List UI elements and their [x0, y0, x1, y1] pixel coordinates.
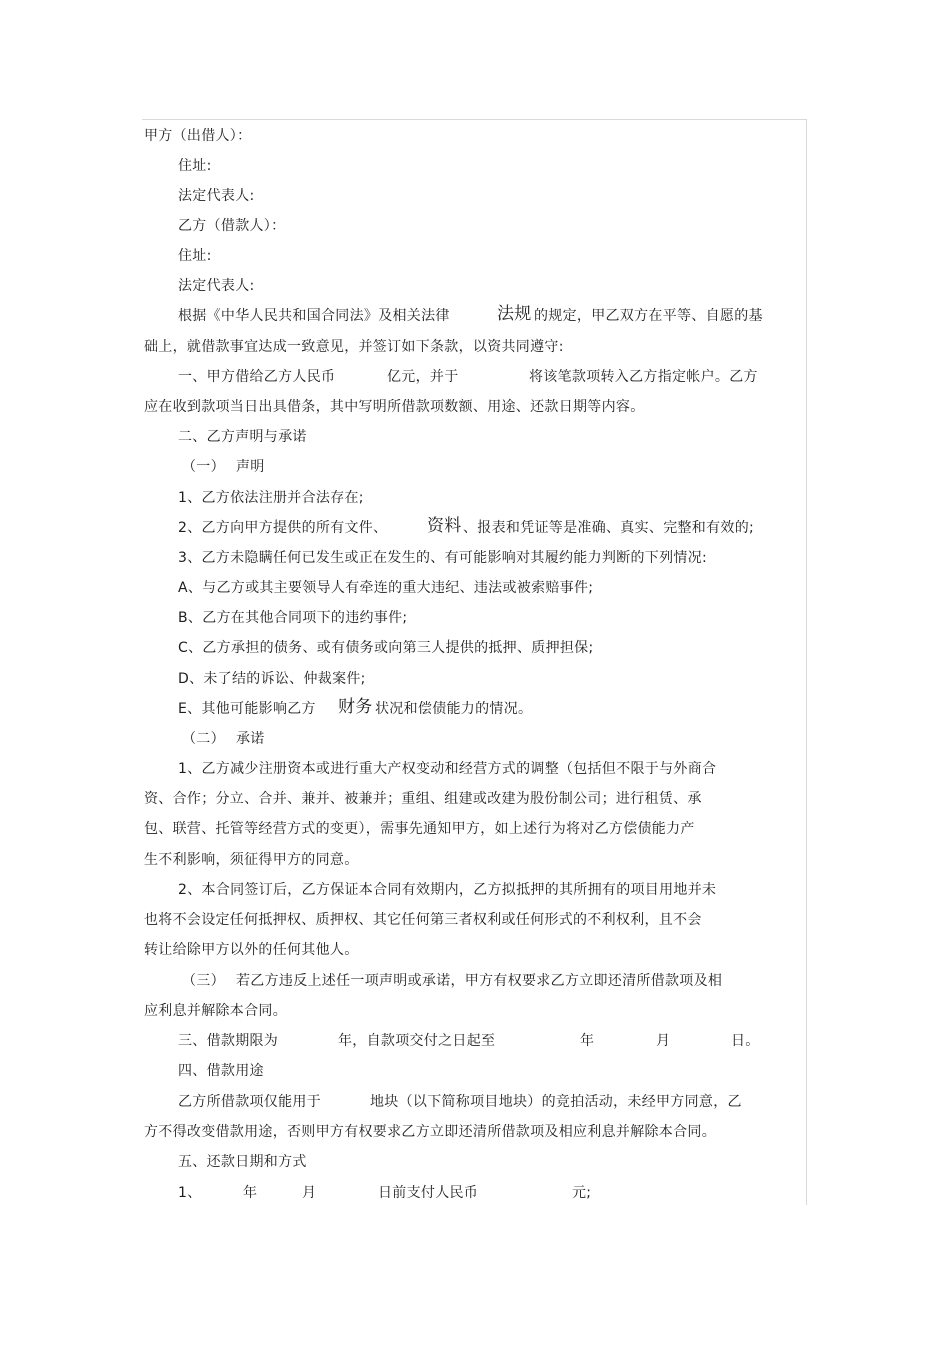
preamble-part-3: 的规定，甲乙双方在平等、自愿的基	[534, 308, 763, 324]
promise-title: 承诺	[236, 731, 265, 747]
article-1-line-2: 应在收到款项当日出具借条，其中写明所借款项数额、用途、还款日期等内容。	[144, 399, 645, 415]
declaration-item-e-part-3: 状况和偿债能力的情况。	[375, 701, 533, 717]
preamble-part-2: 法规	[497, 304, 532, 324]
declaration-item-c: C、乙方承担的债务、或有债务或向第三人提供的抵押、质押担保;	[178, 640, 594, 656]
article-3-part-2: 年，自款项交付之日起至	[338, 1033, 496, 1049]
article-4-line-1-part-2: 地块（以下简称项目地块）的竞拍活动，未经甲方同意，乙	[370, 1094, 742, 1110]
declaration-item-2-part-3: 、报表和凭证等是准确、真实、完整和有效的;	[463, 520, 755, 536]
article-2-title: 二、乙方声明与承诺	[178, 429, 307, 445]
party-a-address: 住址:	[178, 158, 212, 174]
party-b-label: 乙方（借款人）：	[178, 218, 286, 234]
party-b-address: 住址:	[178, 248, 212, 264]
article-5-item-1-amount: 元;	[572, 1185, 592, 1201]
article-3-part-1: 三、借款期限为	[178, 1033, 279, 1049]
party-a-label: 甲方（出借人）：	[144, 128, 252, 144]
article-4-line-1-part-1: 乙方所借款项仅能用于	[178, 1094, 321, 1110]
promise-1-line-1: 1、乙方减少注册资本或进行重大产权变动和经营方式的调整（包括但不限于与外商合	[178, 761, 717, 777]
article-5-item-1-year: 年	[243, 1185, 258, 1201]
article-3-day: 日。	[731, 1033, 760, 1049]
article-5-item-1-day: 日前支付人民币	[378, 1185, 479, 1201]
article-4-title: 四、借款用途	[178, 1063, 264, 1079]
breach-line-2: 应利息并解除本合同。	[144, 1003, 287, 1019]
preamble-line-2: 础上，就借款事宜达成一致意见，并签订如下条款，以资共同遵守:	[144, 339, 564, 355]
party-a-representative: 法定代表人:	[178, 188, 255, 204]
declaration-number: （一）	[182, 459, 225, 475]
preamble-part-1: 根据《中华人民共和国合同法》及相关法律	[178, 308, 450, 324]
article-1-part-1: 一、甲方借给乙方人民币	[178, 369, 336, 385]
breach-number: （三）	[182, 973, 225, 989]
declaration-item-2-part-2: 资料	[427, 516, 462, 536]
promise-2-line-3: 转让给除甲方以外的任何其他人。	[144, 942, 359, 958]
promise-1-line-2: 资、合作；分立、合并、兼并、被兼并；重组、组建或改建为股份制公司；进行租赁、承	[144, 791, 702, 807]
article-1-part-2: 亿元，并于	[387, 369, 459, 385]
declaration-item-e-part-1: E、其他可能影响乙方	[178, 701, 316, 717]
declaration-item-b: B、乙方在其他合同项下的违约事件;	[178, 610, 408, 626]
article-3-year: 年	[580, 1033, 595, 1049]
article-5-item-1-number: 1、	[178, 1185, 202, 1201]
declaration-item-1: 1、乙方依法注册并合法存在;	[178, 490, 364, 506]
declaration-item-e-part-2: 财务	[338, 697, 373, 717]
article-5-title: 五、还款日期和方式	[178, 1154, 307, 1170]
article-5-item-1-month: 月	[302, 1185, 317, 1201]
promise-1-line-4: 生不利影响，须征得甲方的同意。	[144, 852, 359, 868]
declaration-item-a: A、与乙方或其主要领导人有牵连的重大违纪、违法或被索赔事件;	[178, 580, 594, 596]
promise-number: （二）	[182, 731, 225, 747]
declaration-item-3: 3、乙方未隐瞒任何已发生或正在发生的、有可能影响对其履约能力判断的下列情况:	[178, 550, 708, 566]
article-1-part-3: 将该笔款项转入乙方指定帐户。乙方	[529, 369, 758, 385]
article-4-line-2: 方不得改变借款用途，否则甲方有权要求乙方立即还清所借款项及相应利息并解除本合同。	[144, 1124, 716, 1140]
declaration-title: 声明	[236, 459, 265, 475]
party-b-representative: 法定代表人:	[178, 278, 255, 294]
declaration-item-d: D、未了结的诉讼、仲裁案件;	[178, 671, 366, 687]
declaration-item-2-part-1: 2、乙方向甲方提供的所有文件、	[178, 520, 388, 536]
promise-2-line-1: 2、本合同签订后，乙方保证本合同有效期内，乙方拟抵押的其所拥有的项目用地并未	[178, 882, 717, 898]
article-3-month: 月	[656, 1033, 671, 1049]
breach-line-1: 若乙方违反上述任一项声明或承诺，甲方有权要求乙方立即还清所借款项及相	[236, 973, 723, 989]
promise-2-line-2: 也将不会设定任何抵押权、质押权、其它任何第三者权利或任何形式的不利权利，且不会	[144, 912, 702, 928]
promise-1-line-3: 包、联营、托管等经营方式的变更），需事先通知甲方，如上述行为将对乙方偿债能力产	[144, 821, 695, 837]
